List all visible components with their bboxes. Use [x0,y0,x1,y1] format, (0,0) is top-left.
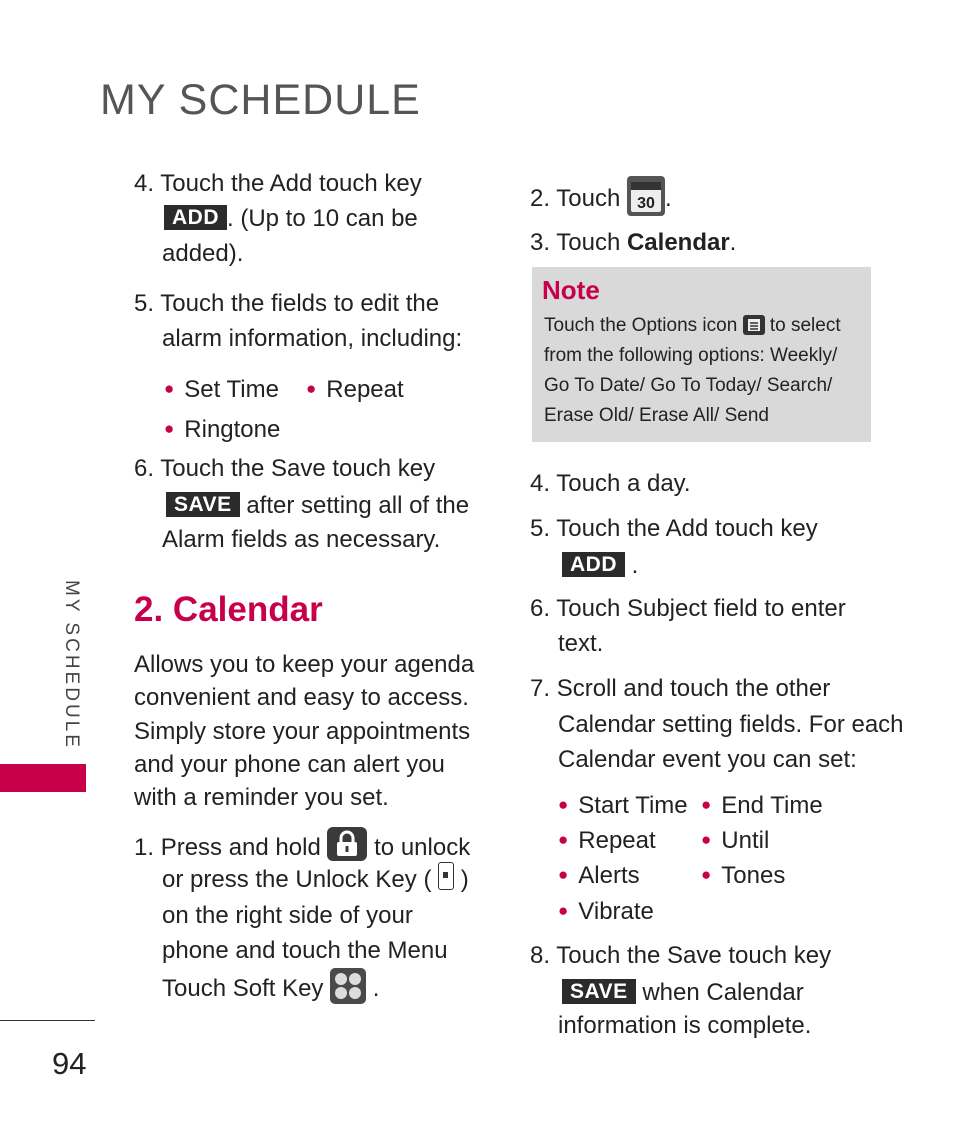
unlock-key-icon [438,862,454,890]
right-step7-line2: Calendar setting fields. For each [558,711,904,738]
left-step4-line3: added). [162,240,244,267]
side-accent-bar [0,764,86,792]
bullet-item: ● Repeat [306,376,404,403]
note-text [544,311,841,431]
right-step4: 4. Touch a day. [530,470,691,497]
bullet-item: ● Vibrate [558,898,654,925]
bullet-item: ● Set Time [164,376,279,403]
svg-text:30: 30 [637,195,655,212]
right-step3: 3. Touch Calendar. [530,229,737,256]
left-step5-line1 [134,286,439,321]
page-number: 94 [52,1046,87,1081]
note-box [532,267,871,442]
step-text: Press and hold [160,834,321,861]
left-step1-line5: Touch Soft Key . [162,968,379,1006]
right-step8-line3: information is complete. [558,1012,812,1039]
bullet-item: ● Start Time [558,792,688,819]
right-step5-line1: 5. Touch the Add touch key [530,515,818,542]
right-step7-line1: 7. Scroll and touch the other [530,675,831,702]
bullet-dot-icon: ● [164,379,175,398]
step-number: 1. [134,834,155,861]
bullet-item: ● Alerts [558,862,640,889]
add-key-button: ADD [562,552,625,577]
add-key-button: ADD [164,205,227,230]
left-step4-line1 [134,166,422,201]
note-title: Note [542,275,600,305]
save-key-button: SAVE [562,979,636,1004]
intro-line: and your phone can alert you [134,751,445,778]
step-number: 4. [134,170,155,197]
bullet-item: ● Ringtone [164,416,281,443]
bullet-dot-icon: ● [558,865,569,884]
bullet-item: ● Tones [701,862,786,889]
bullet-item: ● Until [701,827,770,854]
bullet-item: ● End Time [701,792,823,819]
bullet-dot-icon: ● [701,795,712,814]
calendar-icon [627,176,665,216]
left-step6-line2 [166,488,469,523]
save-key-button: SAVE [166,492,240,517]
right-step2: 2. Touch 30 . [530,176,672,216]
right-step8-line2: SAVE when Calendar [562,975,804,1010]
step-text: Touch the fields to edit the [160,290,440,317]
side-section-label: MY SCHEDULE [61,580,82,750]
bullet-dot-icon: ● [558,795,569,814]
intro-line: Allows you to keep your agenda [134,651,475,678]
bullet-dot-icon: ● [558,901,569,920]
right-step8-line1: 8. Touch the Save touch key [530,942,832,969]
note-line: from the following options: Weekly/ [544,345,838,366]
bullet-dot-icon: ● [164,419,175,438]
step-text: to unlock [374,834,471,861]
lock-icon [327,827,367,861]
note-line: Touch the Options icon to select [544,315,841,336]
bullet-item: ● Repeat [558,827,656,854]
left-step1-line4: phone and touch the Menu [162,937,448,964]
bullet-dot-icon: ● [558,830,569,849]
options-icon [743,315,765,335]
left-step1-line1 [134,827,470,865]
left-step4-line2 [164,201,418,236]
bullet-dot-icon: ● [701,865,712,884]
right-step6-line1: 6. Touch Subject field to enter [530,595,846,622]
right-step7-line3: Calendar event you can set: [558,746,857,773]
step-text: after setting all of the [246,492,470,519]
page-number-rule [0,1020,95,1021]
left-step5-line2: alarm information, including: [162,325,463,352]
right-step6-line2: text. [558,630,604,657]
left-step1-line2: or press the Unlock Key ( ) [162,862,469,897]
right-step5-line2: ADD . [562,548,638,583]
step-number: 5. [134,290,155,317]
note-line: Go To Date/ Go To Today/ Search/ [544,375,833,396]
calendar-label: Calendar [626,229,730,256]
bullet-dot-icon: ● [306,379,317,398]
note-line: Erase Old/ Erase All/ Send [544,405,769,426]
step-text: . (Up to 10 can be [227,205,418,232]
section-heading-calendar: 2. Calendar [134,590,323,629]
step-text: Touch the Add touch key [160,170,422,197]
left-step1-line3: on the right side of your [162,902,413,929]
intro-line: with a reminder you set. [134,784,389,811]
intro-line: Simply store your appointments [134,718,471,745]
bullet-dot-icon: ● [701,830,712,849]
left-step6-line3: Alarm fields as necessary. [162,526,441,553]
left-step6-line1 [134,451,435,486]
intro-line: convenient and easy to access. [134,684,469,711]
menu-grid-icon [330,968,366,1004]
step-number: 6. [134,455,155,482]
page-title: MY SCHEDULE [100,76,421,124]
step-text: Touch the Save touch key [160,455,436,482]
